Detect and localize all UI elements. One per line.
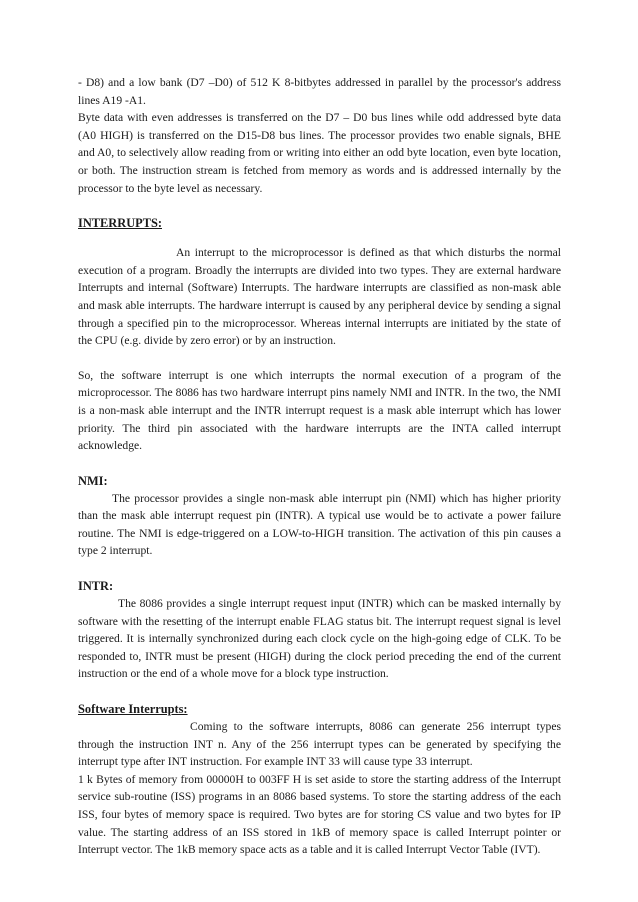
spacer — [78, 232, 561, 244]
intro-paragraph-2: Byte data with even addresses is transferred on the D7 – D0 bus lines while odd addressed byte data (A0 HIGH) is transferred on the D15-D8 bus lines. The processor provides two enable signals, BHE and A0, to selectively allow reading from or writing into either an odd byte location, even byte location, or both. The instruction stream is fetched from memory as words and is addressed internally by the processor to the byte level as necessary. — [78, 111, 561, 195]
document-page — [78, 74, 561, 859]
spacer — [78, 197, 561, 214]
interrupts-paragraph-1: An interrupt to the microprocessor is defined as that which disturbs the normal execution of a program. Broadly the interrupts are divided into two types. They are external hardware Interrupts and internal (Software) Interrupts. The hardware interrupts are classified as non-mask able and mask able interrupts. The hardware interrupt is caused by any peripheral device by sending a signal through a specified pin to the microprocessor. Whereas internal interrupts are initiated by the state of the CPU (e.g. divide by zero error) or by an instruction. — [78, 246, 561, 348]
spacer — [78, 455, 561, 472]
software-paragraph-2: 1 k Bytes of memory from 00000H to 003FF H is set aside to store the starting address of the Interrupt service sub-routine (ISS) programs in an 8086 based systems. To store the starting address of the each ISS, four bytes of memory space is required. Two bytes are for storing CS value and two bytes for IP value. The starting address of an ISS stored in 1kB of memory space is called Interrupt pointer or Interrupt vector. The 1kB memory space acts as a table and it is called Interrupt Vector Table (IVT). — [78, 772, 561, 857]
interrupts-heading: INTERRUPTS: — [78, 216, 162, 231]
spacer — [78, 683, 561, 700]
spacer — [78, 350, 561, 367]
intro-paragraph-1: - D8) and a low bank (D7 –D0) of 512 K 8-bitbytes addressed in parallel by the processor's address lines A19 -A1. — [78, 76, 561, 107]
software-paragraph-1: Coming to the software interrupts, 8086 can generate 256 interrupt types through the instruction INT n. Any of the 256 interrupt types can be generated by specifying the interrupt type after INT instruction. For example INT 33 will cause type 33 interrupt. — [78, 720, 561, 769]
intr-paragraph: The 8086 provides a single interrupt request input (INTR) which can be masked internally by software with the resetting of the interrupt enable FLAG status bit. The interrupt request signal is level triggered. It is internally synchronized during each clock cycle on the high-going edge of CLK. To be responded to, INTR must be present (HIGH) during the clock period preceding the end of the current instruction or the end of a whole move for a block type instruction. — [78, 597, 561, 681]
nmi-heading: NMI: — [78, 473, 108, 488]
intr-heading: INTR: — [78, 579, 114, 594]
interrupts-paragraph-2: So, the software interrupt is one which interrupts the normal execution of a program of the microprocessor. The 8086 has two hardware interrupt pins namely NMI and INTR. In the two, the NMI is a non-mask able interrupt and the INTR interrupt request is a mask able interrupt which has lower priority. The third pin associated with the hardware interrupts are the INTA called interrupt acknowledge. — [78, 368, 561, 453]
spacer — [78, 560, 561, 577]
nmi-paragraph: The processor provides a single non-mask able interrupt pin (NMI) which has higher priority than the mask able interrupt request pin (INTR). A typical use would be to activate a power failure routine. The NMI is edge-triggered on a LOW-to-HIGH transition. The activation of this pin causes a type 2 interrupt. — [78, 491, 561, 558]
software-interrupts-heading: Software Interrupts: — [78, 702, 188, 717]
